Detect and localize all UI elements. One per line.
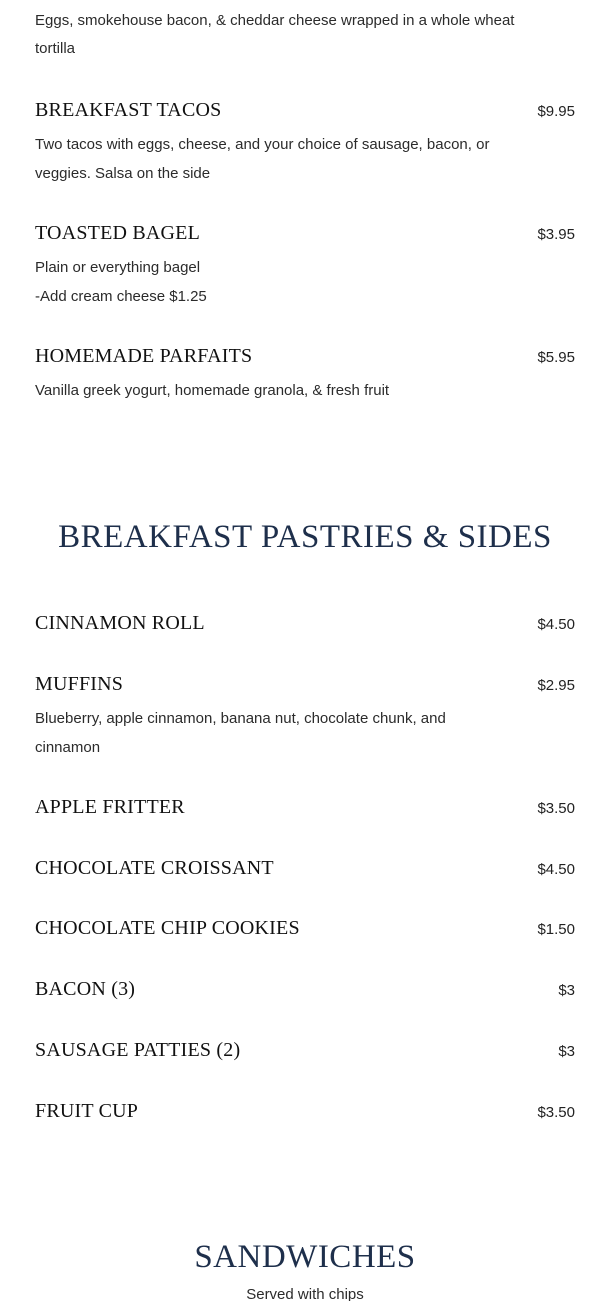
item-price: $1.50 xyxy=(537,921,575,938)
item-name: SAUSAGE PATTIES (2) xyxy=(35,1039,241,1061)
item-name: BREAKFAST TACOS xyxy=(35,99,222,121)
menu-item-homemade-parfaits xyxy=(35,343,575,406)
item-price: $3.50 xyxy=(537,800,575,817)
item-price: $3 xyxy=(558,982,575,999)
item-price: $9.95 xyxy=(537,103,575,120)
menu-item-muffins xyxy=(35,671,575,762)
item-price: $3 xyxy=(558,1043,575,1060)
item-description: Vanilla greek yogurt, homemade granola, & fresh fruit xyxy=(35,382,390,399)
item-description: Eggs, smokehouse bacon, & cheddar cheese wrapped in a whole wheat tortilla xyxy=(35,12,515,57)
menu-item-fruit-cup xyxy=(35,1098,575,1126)
section-title-sandwiches: SANDWICHES xyxy=(194,1239,416,1275)
menu-item-chocolate-chip-cookies xyxy=(35,915,575,943)
item-description: Two tacos with eggs, cheese, and your choice of sausage, bacon, or veggies. Salsa on the side xyxy=(35,136,490,182)
item-name: CHOCOLATE CROISSANT xyxy=(35,857,274,879)
item-description-line: Plain or everything bagel xyxy=(35,259,201,276)
menu-item-toasted-bagel xyxy=(35,220,575,311)
menu-item-chocolate-croissant xyxy=(35,855,575,883)
item-description-line: -Add cream cheese $1.25 xyxy=(35,287,207,305)
item-name: BACON (3) xyxy=(35,978,136,1000)
item-price: $4.50 xyxy=(537,616,575,633)
section-title-pastries: BREAKFAST PASTRIES & SIDES xyxy=(58,519,552,555)
item-price: $3.95 xyxy=(537,226,575,243)
section-subtitle-sandwiches: Served with chips xyxy=(246,1286,364,1301)
item-name: MUFFINS xyxy=(35,673,124,695)
item-name: CHOCOLATE CHIP COOKIES xyxy=(35,917,300,939)
item-price: $5.95 xyxy=(537,349,575,366)
item-description: Blueberry, apple cinnamon, banana nut, chocolate chunk, and cinnamon xyxy=(35,710,446,756)
item-name: HOMEMADE PARFAITS xyxy=(35,345,253,367)
item-description xyxy=(35,254,515,311)
item-price: $4.50 xyxy=(537,861,575,878)
item-price: $2.95 xyxy=(537,677,575,694)
item-name: APPLE FRITTER xyxy=(35,796,185,818)
menu-item-sausage-patties xyxy=(35,1037,575,1065)
menu-item-breakfast-tacos xyxy=(35,97,575,188)
item-name: CINNAMON ROLL xyxy=(35,612,205,634)
menu-item-apple-fritter xyxy=(35,794,575,822)
item-name: TOASTED BAGEL xyxy=(35,222,201,244)
item-name: FRUIT CUP xyxy=(35,1100,139,1122)
menu-item-cinnamon-roll xyxy=(35,610,575,638)
menu-item-bacon xyxy=(35,976,575,1004)
item-price: $3.50 xyxy=(537,1104,575,1121)
